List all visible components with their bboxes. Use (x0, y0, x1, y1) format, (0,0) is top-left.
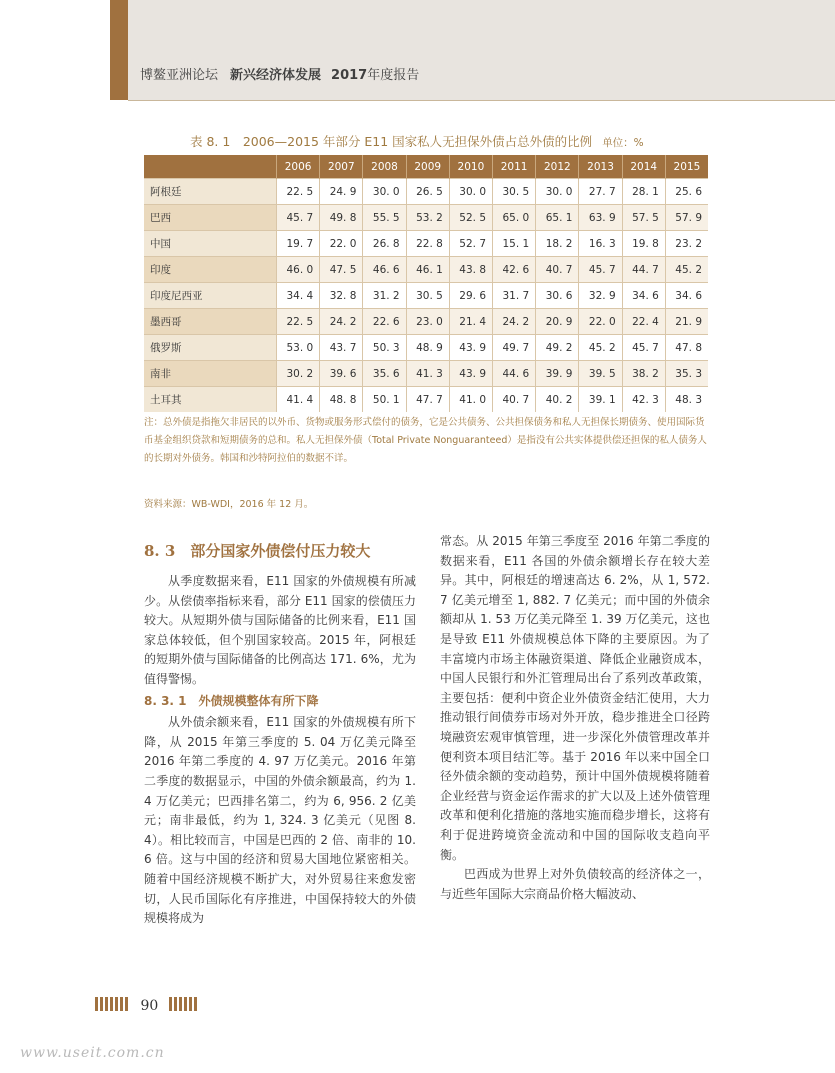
column-header: 2015 (665, 155, 708, 179)
value-cell: 41. 0 (449, 387, 492, 413)
header-suffix: 年度报告 (367, 68, 420, 83)
header-band (110, 0, 835, 100)
watermark: www.useit.com.cn (20, 1045, 165, 1061)
value-cell: 43. 9 (449, 335, 492, 361)
section-heading: 8. 3 部分国家外债偿付压力较大 (144, 542, 371, 560)
column-header: 2008 (363, 155, 406, 179)
value-cell: 31. 7 (493, 283, 536, 309)
value-cell: 27. 7 (579, 179, 622, 205)
value-cell: 30. 0 (449, 179, 492, 205)
column-header: 2014 (622, 155, 665, 179)
table-row (144, 387, 708, 413)
footer-bars-right (169, 997, 199, 1015)
value-cell: 22. 0 (579, 309, 622, 335)
value-cell: 22. 8 (406, 231, 449, 257)
paragraph: 从外债余额来看，E11 国家的外债规模有所下降，从 2015 年第三季度的 5. 04 万亿美元降至 2016 年第二季度的 4. 97 万亿美元。2016 年第二季度的数据显示，中国的外债余额最高，约为 1. 4 万亿美元；巴西排名第二，约为 6, 956. 2 亿美元；南非最低，约为 1, 324. 3 亿美元（见图 8. 4）。相比较而言，中国是巴西的 2 倍、南非的 10. 6 倍。这与中国的经济和贸易大国地位紧密相关。随着中国经济规模不断扩大，对外贸易往来愈发密切，人民币国际化有序推进，中国保持较大的外债规模将成为 (144, 715, 416, 926)
column-header: 2006 (277, 155, 320, 179)
value-cell: 43. 7 (320, 335, 363, 361)
value-cell: 41. 4 (277, 387, 320, 413)
value-cell: 48. 3 (665, 387, 708, 413)
value-cell: 40. 7 (493, 387, 536, 413)
table-note: 注：总外债是指拖欠非居民的以外币、货物或服务形式偿付的债务，它是公共债务、公共担保债务和私人无担保长期债务、使用国际货币基金组织贷款和短期债务的总和。私人无担保外债（Total Private Nonguaranteed）是指没有公共实体提供偿还担保的私人债务人的长期对外债务。韩国和沙特阿拉伯的数据不详。 (144, 417, 707, 464)
table-row (144, 257, 708, 283)
running-header (140, 64, 419, 83)
left-column (144, 572, 416, 929)
value-cell: 30. 0 (363, 179, 406, 205)
country-cell: 中国 (144, 231, 277, 257)
table-row (144, 205, 708, 231)
table-source: 资料来源：WB-WDI，2016 年 12 月。 (144, 499, 314, 510)
value-cell: 40. 2 (536, 387, 579, 413)
value-cell: 39. 1 (579, 387, 622, 413)
value-cell: 45. 2 (665, 257, 708, 283)
country-cell: 巴西 (144, 205, 277, 231)
table-row (144, 335, 708, 361)
value-cell: 45. 7 (579, 257, 622, 283)
header-accent-bar (110, 0, 128, 100)
value-cell: 65. 1 (536, 205, 579, 231)
value-cell: 23. 0 (406, 309, 449, 335)
value-cell: 55. 5 (363, 205, 406, 231)
table-caption-text: 表 8. 1 2006—2015 年部分 E11 国家私人无担保外债占总外债的比例 (190, 134, 593, 149)
value-cell: 34. 6 (665, 283, 708, 309)
value-cell: 32. 9 (579, 283, 622, 309)
column-header: 2012 (536, 155, 579, 179)
value-cell: 53. 0 (277, 335, 320, 361)
value-cell: 34. 6 (622, 283, 665, 309)
column-header: 2010 (449, 155, 492, 179)
page-number: 90 (140, 998, 159, 1014)
value-cell: 39. 5 (579, 361, 622, 387)
value-cell: 50. 1 (363, 387, 406, 413)
value-cell: 46. 6 (363, 257, 406, 283)
value-cell: 22. 5 (277, 309, 320, 335)
value-cell: 53. 2 (406, 205, 449, 231)
value-cell: 39. 6 (320, 361, 363, 387)
value-cell: 29. 6 (449, 283, 492, 309)
subsection-heading: 8. 3. 1 外债规模整体有所下降 (144, 693, 319, 708)
value-cell: 52. 5 (449, 205, 492, 231)
value-cell: 15. 1 (493, 231, 536, 257)
value-cell: 30. 5 (406, 283, 449, 309)
value-cell: 57. 9 (665, 205, 708, 231)
value-cell: 42. 6 (493, 257, 536, 283)
value-cell: 25. 6 (665, 179, 708, 205)
value-cell: 49. 2 (536, 335, 579, 361)
value-cell: 45. 7 (622, 335, 665, 361)
value-cell: 49. 7 (493, 335, 536, 361)
value-cell: 26. 5 (406, 179, 449, 205)
country-cell: 土耳其 (144, 387, 277, 413)
value-cell: 30. 6 (536, 283, 579, 309)
value-cell: 45. 7 (277, 205, 320, 231)
value-cell: 22. 4 (622, 309, 665, 335)
value-cell: 63. 9 (579, 205, 622, 231)
value-cell: 43. 8 (449, 257, 492, 283)
value-cell: 20. 9 (536, 309, 579, 335)
value-cell: 35. 6 (363, 361, 406, 387)
page-footer (95, 997, 199, 1015)
value-cell: 24. 2 (320, 309, 363, 335)
value-cell: 22. 5 (277, 179, 320, 205)
value-cell: 48. 8 (320, 387, 363, 413)
value-cell: 34. 4 (277, 283, 320, 309)
country-cell: 俄罗斯 (144, 335, 277, 361)
debt-ratio-table (144, 155, 708, 412)
table-header-row (144, 155, 708, 179)
table-row (144, 231, 708, 257)
table-unit: 单位：% (602, 137, 644, 149)
value-cell: 16. 3 (579, 231, 622, 257)
value-cell: 19. 7 (277, 231, 320, 257)
value-cell: 42. 3 (622, 387, 665, 413)
value-cell: 30. 2 (277, 361, 320, 387)
value-cell: 65. 0 (493, 205, 536, 231)
value-cell: 44. 7 (622, 257, 665, 283)
value-cell: 23. 2 (665, 231, 708, 257)
value-cell: 45. 2 (579, 335, 622, 361)
value-cell: 47. 5 (320, 257, 363, 283)
column-header: 2007 (320, 155, 363, 179)
country-cell: 南非 (144, 361, 277, 387)
value-cell: 43. 9 (449, 361, 492, 387)
value-cell: 18. 2 (536, 231, 579, 257)
value-cell: 41. 3 (406, 361, 449, 387)
country-cell: 印度尼西亚 (144, 283, 277, 309)
value-cell: 57. 5 (622, 205, 665, 231)
column-header: 2009 (406, 155, 449, 179)
country-cell: 阿根廷 (144, 179, 277, 205)
value-cell: 26. 8 (363, 231, 406, 257)
table-row (144, 179, 708, 205)
value-cell: 46. 1 (406, 257, 449, 283)
header-year: 2017 (331, 68, 368, 83)
value-cell: 52. 7 (449, 231, 492, 257)
value-cell: 38. 2 (622, 361, 665, 387)
header-divider (128, 100, 835, 101)
value-cell: 47. 8 (665, 335, 708, 361)
value-cell: 48. 9 (406, 335, 449, 361)
right-column (440, 532, 710, 904)
value-cell: 31. 2 (363, 283, 406, 309)
value-cell: 22. 0 (320, 231, 363, 257)
value-cell: 32. 8 (320, 283, 363, 309)
value-cell: 24. 9 (320, 179, 363, 205)
value-cell: 24. 2 (493, 309, 536, 335)
value-cell: 21. 4 (449, 309, 492, 335)
value-cell: 19. 8 (622, 231, 665, 257)
value-cell: 47. 7 (406, 387, 449, 413)
paragraph: 从季度数据来看，E11 国家的外债规模有所减少。从偿债率指标来看，部分 E11 国家的偿债压力较大。从短期外债与国际储备的比例来看，E11 国家总体较低，但个别国家较高。2015 年，阿根廷的短期外债与国际储备的比例高达 171. 6%，尤为值得警惕。 (144, 574, 416, 686)
header-series: 博鳌亚洲论坛 (140, 68, 219, 83)
table-corner-cell (144, 155, 277, 179)
value-cell: 22. 6 (363, 309, 406, 335)
value-cell: 21. 9 (665, 309, 708, 335)
header-title: 新兴经济体发展 (230, 68, 322, 83)
value-cell: 46. 0 (277, 257, 320, 283)
value-cell: 40. 7 (536, 257, 579, 283)
paragraph: 巴西成为世界上对外负债较高的经济体之一，与近些年国际大宗商品价格大幅波动、 (440, 867, 710, 901)
value-cell: 35. 3 (665, 361, 708, 387)
value-cell: 28. 1 (622, 179, 665, 205)
value-cell: 50. 3 (363, 335, 406, 361)
country-cell: 印度 (144, 257, 277, 283)
table-row (144, 361, 708, 387)
table-row (144, 283, 708, 309)
column-header: 2011 (493, 155, 536, 179)
value-cell: 39. 9 (536, 361, 579, 387)
table-caption (190, 132, 644, 150)
value-cell: 49. 8 (320, 205, 363, 231)
value-cell: 44. 6 (493, 361, 536, 387)
value-cell: 30. 5 (493, 179, 536, 205)
country-cell: 墨西哥 (144, 309, 277, 335)
value-cell: 30. 0 (536, 179, 579, 205)
table-row (144, 309, 708, 335)
paragraph: 常态。从 2015 年第三季度至 2016 年第二季度的数据来看，E11 各国的外债余额增长存在较大差异。其中，阿根廷的增速高达 6. 2%，从 1, 572. 7 亿美元增至 1, 882. 7 亿美元；而中国的外债余额却从 1. 53 万亿美元降至 1. 39 万亿美元，这也是导致 E11 外债规模总体下降的主要原因。为了丰富境内市场主体融资渠道、降低企业融资成本，中国人民银行和外汇管理局出台了系列改革政策，主要包括：便利中资企业外债资金结汇使用，大力推动银行间债券市场对外开放，稳步推进全口径跨境融资宏观审慎管理，进一步深化外债管理改革并便利资本项目结汇等。基于 2016 年以来中国全口径外债余额的变动趋势，预计中国外债规模将随着企业经营与资金运作需求的扩大以及上述外债管理改革和便利化措施的落地实施而稳步增长，这将有利于促进跨境资金流动和中国的国际收支趋向平衡。 (440, 534, 710, 862)
footer-bars-left (95, 997, 130, 1015)
column-header: 2013 (579, 155, 622, 179)
